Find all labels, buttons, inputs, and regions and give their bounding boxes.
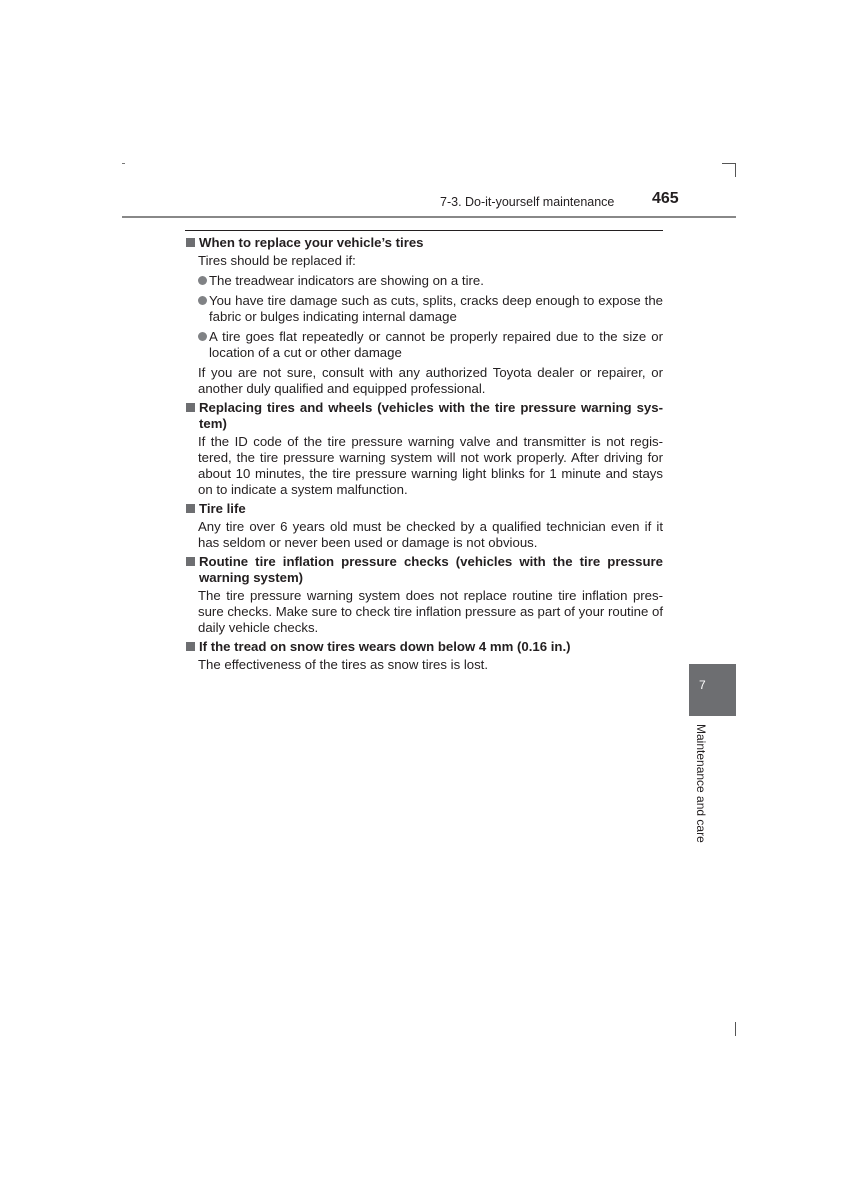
section-heading (185, 400, 663, 432)
section-body: The tire pressure warning system does not replace routine tire inflation pres-sure checks. Make sure to check tire inflation pressure as part of your routine of daily vehicle checks. (198, 588, 663, 635)
square-bullet-icon (186, 504, 195, 513)
list-item-text: The treadwear indicators are showing on a tire. (209, 273, 484, 288)
chapter-tab-number: 7 (699, 678, 706, 692)
crop-mark-top-left (122, 163, 125, 164)
running-header-section: 7-3. Do-it-yourself maintenance (440, 195, 615, 209)
section-title: When to replace your vehicle’s tires (199, 235, 424, 250)
circle-bullet-icon (198, 296, 207, 305)
section-title: If the tread on snow tires wears down below 4 mm (0.16 in.) (199, 639, 571, 654)
page-content (185, 235, 663, 673)
section-heading (185, 501, 663, 517)
chapter-tab-label: Maintenance and care (694, 724, 708, 843)
content-top-divider (185, 230, 663, 231)
crop-mark-top-right-vertical (735, 163, 736, 177)
section-heading (185, 235, 663, 251)
list-item-text: You have tire damage such as cuts, splits, cracks deep enough to expose the fabric or bulges indicating internal damage (209, 293, 663, 324)
section-body: If the ID code of the tire pressure warning valve and transmitter is not regis-tered, the tire pressure warning system will not work properly. After driving for about 10 minutes, the tire pressure warning light blinks for 1 minute and stays on to indicate a system malfunction. (198, 434, 663, 497)
square-bullet-icon (186, 642, 195, 651)
crop-mark-top-right (722, 163, 736, 164)
section-title: Replacing tires and wheels (vehicles with the tire pressure warning sys-tem) (199, 400, 663, 431)
page-number: 465 (652, 190, 679, 207)
section-title: Tire life (199, 501, 246, 516)
section-body: Any tire over 6 years old must be checked by a qualified technician even if it has seldom or never been used or damage is not obvious. (198, 519, 663, 550)
section-outro: If you are not sure, consult with any authorized Toyota dealer or repairer, or another duly qualified and equipped professional. (198, 365, 663, 396)
crop-mark-bottom-right (735, 1022, 736, 1036)
chapter-tab (689, 664, 736, 716)
list-item (198, 273, 663, 289)
list-item-text: A tire goes flat repeatedly or cannot be properly repaired due to the size or location of a cut or other damage (209, 329, 663, 360)
circle-bullet-icon (198, 276, 207, 285)
list-item (198, 293, 663, 325)
section-body: The effectiveness of the tires as snow tires is lost. (198, 657, 489, 672)
square-bullet-icon (186, 403, 195, 412)
list-item (198, 329, 663, 361)
square-bullet-icon (186, 557, 195, 566)
section-title: Routine tire inflation pressure checks (vehicles with the tire pressure warning system) (199, 554, 663, 585)
section-heading (185, 639, 663, 655)
header-divider (122, 216, 736, 218)
circle-bullet-icon (198, 332, 207, 341)
square-bullet-icon (186, 238, 195, 247)
section-intro: Tires should be replaced if: (198, 253, 356, 268)
section-heading (185, 554, 663, 586)
